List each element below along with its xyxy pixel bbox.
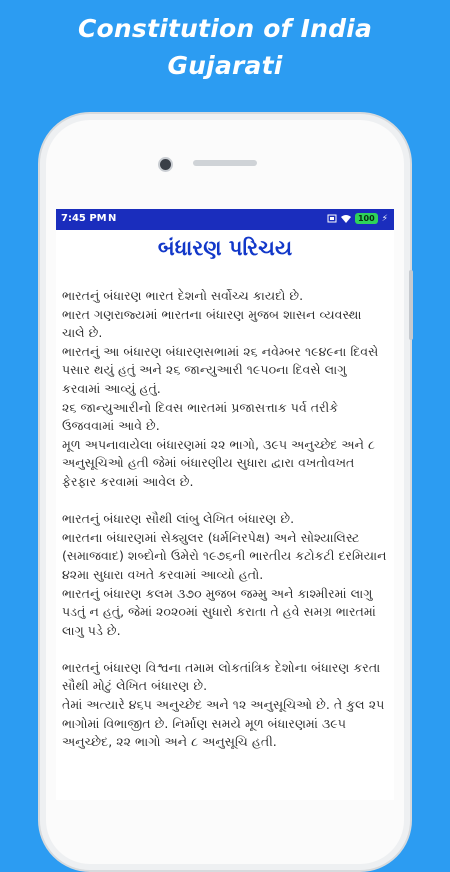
text-line: ૨૬ જાન્યુઆરીનો દિવસ ભારતમાં પ્રજાસત્તાક પર્વ તરીકે ઉજવવામાં આવે છે. — [62, 399, 339, 434]
paragraph — [62, 287, 388, 492]
article-body — [62, 287, 388, 770]
wifi-icon — [341, 214, 351, 223]
status-bar — [56, 209, 394, 230]
text-line: ભારત ગણરાજ્યમાં ભારતના બંધારણ મુજબ શાસન વ્યવસ્થા ચાલે છે. — [62, 306, 362, 341]
phone-screen — [56, 209, 394, 800]
text-line: ભારતના બંધારણમાં સેક્યુલર (ધર્મનિરપેક્ષ) અને સોશ્યાલિસ્ટ (સમાજવાદ) શબ્દોનો ઉમેરો ૧૯૭૬ની ભારતીય કટોકટી દરમિયાન ૪૨મા સુધારા વખતે કરવામાં આવ્યો હતો. — [62, 529, 387, 582]
text-line: ભારતનું બંધારણ વિશ્વના તમામ લોકતાંત્રિક દેશોના બંધારણ કરતા સૌથી મોટું લેખિત બંધારણ છે. — [62, 659, 381, 694]
front-camera — [158, 157, 173, 172]
promo-title-line1: Constitution of India — [77, 14, 373, 43]
text-line: ભારતનું બંધારણ સૌથી લાંબુ લેખિત બંધારણ છે. — [62, 511, 295, 527]
paragraph — [62, 510, 388, 640]
charging-icon: ⚡ — [381, 213, 388, 224]
paragraph — [62, 659, 388, 752]
promo-title-line2: Gujarati — [167, 51, 283, 80]
text-line: ભારતનું આ બંધારણ બંધારણસભામાં ૨૬ નવેમ્બર ૧૯૪૯ના દિવસે પસાર થયું હતું અને ૨૬ જાન્યુઆરી ૧૯૫૦ના દિવસે લાગુ કરવામાં આવ્યું હતું. — [62, 343, 379, 396]
notification-icon: N — [108, 213, 117, 224]
battery-icon: 100 — [355, 213, 378, 224]
text-line: તેમાં અત્યારે ૪૬૫ અનુચ્છેદ અને ૧૨ અનુસૂચિઓ છે. તે કુલ ૨૫ ભાગોમાં વિભાજીત છે. નિર્માણ સમયે મૂળ બંધારણમાં ૩૯૫ અનુચ્છેદ, ૨૨ ભાગો અને ૮ અનુસૂચિ હતી. — [62, 697, 385, 750]
earpiece-speaker — [193, 160, 257, 166]
text-line: ભારતનું બંધારણ ભારત દેશનો સર્વોચ્ચ કાયદો છે. — [62, 288, 304, 303]
phone-side-button — [409, 270, 413, 340]
status-icons — [327, 213, 388, 224]
text-line: મૂળ અપનાવાયેલા બંધારણમાં ૨૨ ભાગો, ૩૯૫ અનુચ્છેદ અને ૮ અનુસૂચિઓ હતી જેમાં બંધારણીય સુધારા દ્વારા વખતોવખત ફેરફાર કરવામાં આવેલ છે. — [62, 436, 375, 489]
status-time: 7:45 PM — [61, 213, 107, 224]
page-title: બંધારણ પરિચય — [157, 236, 293, 260]
sim-icon — [327, 214, 337, 223]
text-line: ભારતનું બંધારણ કલમ ૩૭૦ મુજબ જમ્મુ અને કાશ્મીરમાં લાગુ પડતું ન હતું, જેમાં ૨૦૨૦માં સુધારો કરાતા તે હવે સમગ્ર ભારતમાં લાગુ પડે છે. — [62, 585, 376, 638]
